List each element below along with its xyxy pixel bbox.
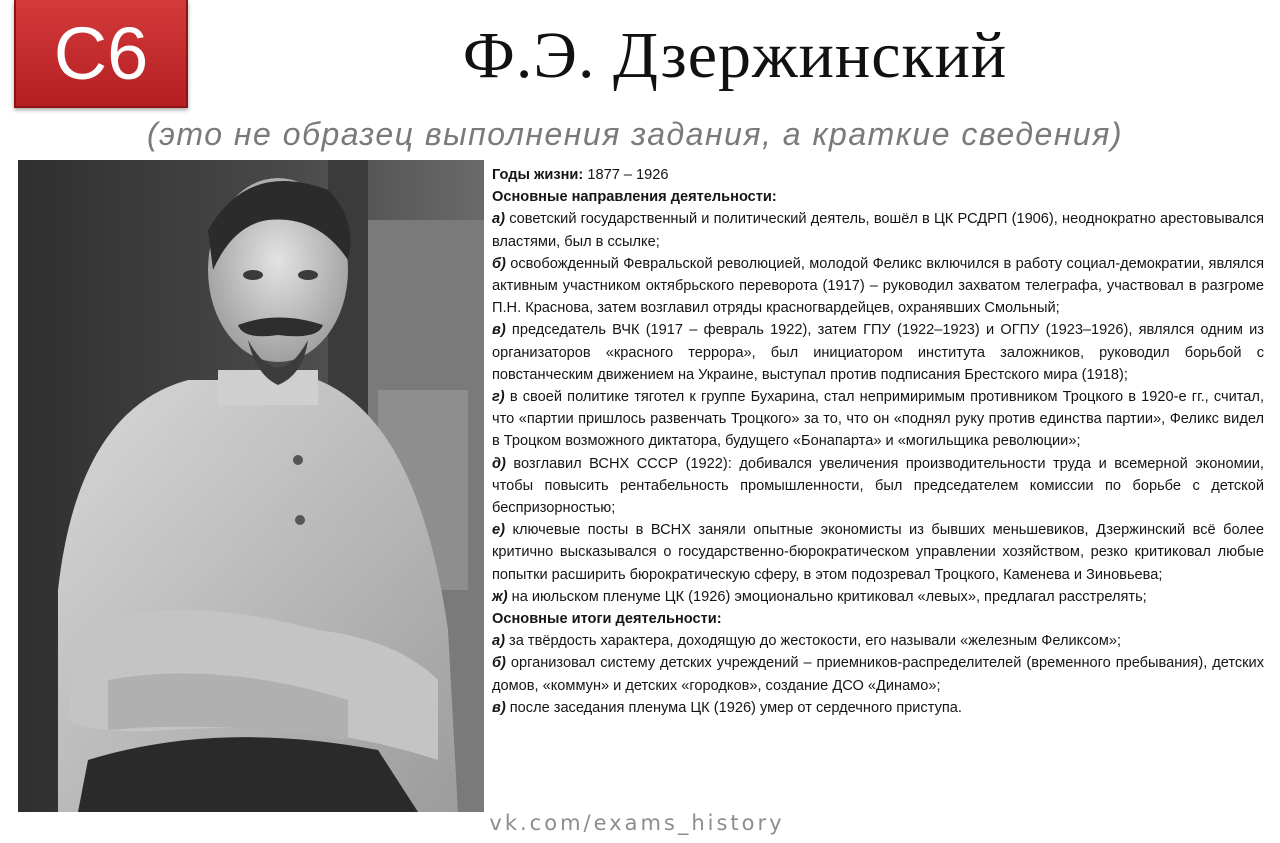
page-subtitle: (это не образец выполнения задания, а краткие сведения) bbox=[147, 116, 1123, 152]
task-badge: С6 bbox=[14, 0, 188, 108]
activity-item: б) освобожденный Февральской революцией, молодой Феликс включился в работу социал-демократии, являлся активным участником октябрьского переворота (1917) – руководил захватом телеграфа, участвовал в разгроме П.Н. Краснова, затем возглавил отряды красногвардейцев, охранявших Смольный; bbox=[492, 255, 1265, 317]
activity-item: д) возглавил ВСНХ СССР (1922): добивался увеличения производительности труда и всемерной экономии, чтобы повысить рентабельность промышленности, был председателем комиссии по борьбе с детской беспризорностью; bbox=[492, 455, 1264, 517]
info-text bbox=[492, 164, 1264, 719]
years-value: 1877 – 1926 bbox=[587, 167, 669, 183]
activity-item: в) председатель ВЧК (1917 – февраль 1922), затем ГПУ (1922–1923) и ОГПУ (1923–1926), являлся одним из организаторов «красного террора», был инициатором института заложников, руководил борьбой с повстанческим движением на Украине, выступал против подписания Брестского мира (1918); bbox=[492, 322, 1264, 383]
source-watermark: vk.com/exams_history bbox=[489, 811, 785, 835]
portrait-photo bbox=[18, 160, 484, 812]
years-line bbox=[492, 164, 1264, 186]
portrait-illustration bbox=[18, 160, 484, 812]
page-title: Ф.Э. Дзержинский bbox=[462, 19, 1008, 92]
result-item: в) после заседания пленума ЦК (1926) умер от сердечного приступа. bbox=[492, 699, 962, 716]
years-label: Годы жизни: bbox=[492, 167, 584, 183]
activity-item: ж) на июльском пленуме ЦК (1926) эмоционально критиковал «левых», предлагал расстрелять; bbox=[492, 588, 1147, 605]
activity-item: е) ключевые посты в ВСНХ заняли опытные экономисты из бывших меньшевиков, Дзержинский всё более критично высказывался о государственно-бюрократическом управлении хозяйством, резко критиковал любые попытки расширить бюрократическую сферу, в этом подозревал Троцкого, Каменева и Зиновьева; bbox=[492, 522, 1264, 583]
activities-heading: Основные направления деятельности: bbox=[492, 189, 777, 206]
results-heading: Основные итоги деятельности: bbox=[492, 611, 722, 628]
activity-item: а) советский государственный и политический деятель, вошёл в ЦК РСДРП (1906), неоднократно арестовывался властями, был в ссылке; bbox=[492, 211, 1264, 250]
result-item: а) за твёрдость характера, доходящую до жестокости, его называли «железным Феликсом»; bbox=[492, 633, 1121, 650]
activity-item: г) в своей политике тяготел к группе Бухарина, стал непримиримым противником Троцкого в 1920-е гг., считал, что «партии пришлось развенчать Троцкого» за то, что он «поднял руку против единства партии», Феликс видел в Троцком возможного диктатора, будущего «Бонапарта» и «могильщика революции»; bbox=[492, 389, 1264, 450]
result-item: б) организовал систему детских учреждений – приемников-распределителей (временного пребывания), детских домов, «коммун» и детских «городков», создание ДСО «Динамо»; bbox=[492, 655, 1264, 694]
